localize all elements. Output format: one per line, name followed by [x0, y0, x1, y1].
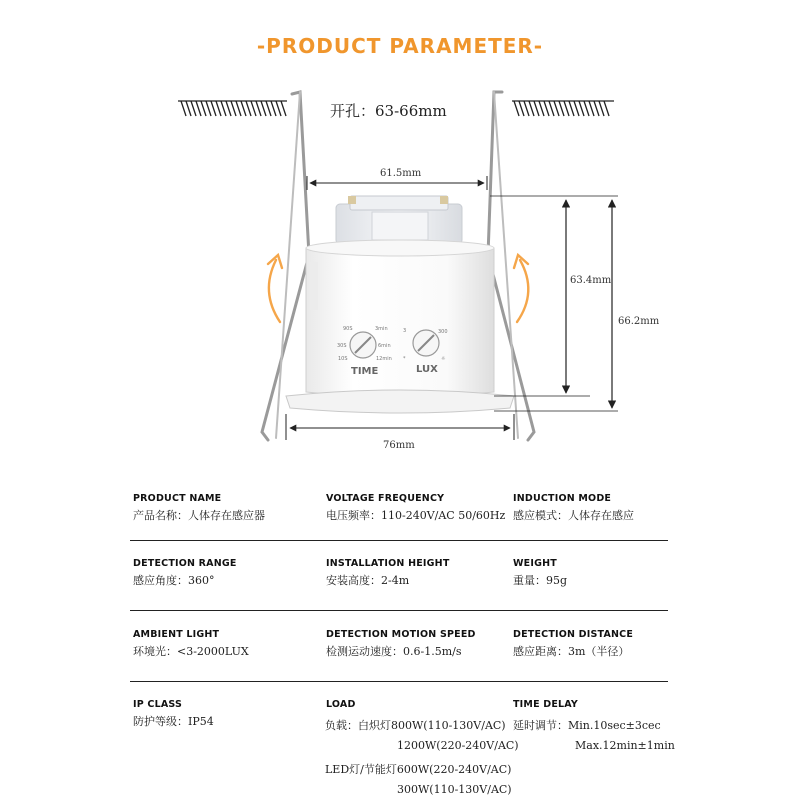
spec-label: INDUCTION MODE [513, 493, 612, 504]
dim-bottom-width [286, 414, 514, 451]
spec-detection-range [133, 558, 237, 586]
spec-load [326, 699, 356, 710]
dim-bottom-width-label: 76mm [383, 440, 415, 451]
ceiling-hatch-right [512, 101, 614, 116]
spec-row-1 [130, 493, 668, 541]
time-tick: 3min [375, 326, 388, 332]
delay-line: Max.12min±1min [575, 739, 675, 752]
spec-label: VOLTAGE FREQUENCY [326, 493, 445, 504]
spec-value: 环境光：<3-2000LUX [133, 645, 249, 658]
spec-value: 电压频率：110-240V/AC 50/60Hz [326, 509, 506, 522]
hole-size-label: 开孔：63-66mm [330, 102, 447, 120]
load-line: 300W(110-130V/AC) [397, 783, 512, 796]
time-knob-label: TIME [351, 366, 379, 377]
load-line: 1200W(220-240V/AC) [397, 739, 519, 752]
spec-induction-mode [513, 493, 634, 521]
spec-label: WEIGHT [513, 558, 557, 569]
spec-installation-height [326, 558, 450, 586]
spec-time-delay [513, 699, 578, 710]
spec-delay-lines [513, 717, 675, 767]
spec-value: 检测运动速度：0.6-1.5m/s [326, 645, 462, 658]
spec-load-lines [325, 717, 525, 797]
spec-label: DETECTION MOTION SPEED [326, 629, 476, 640]
spec-label: LOAD [326, 699, 356, 710]
rotate-arrow-left-icon [268, 255, 282, 322]
spec-label: PRODUCT NAME [133, 493, 222, 504]
spring-clip-right [488, 92, 534, 440]
rotate-arrow-right-icon [514, 255, 528, 322]
lux-tick: 300 [438, 329, 448, 335]
dim-top-width [307, 168, 487, 190]
spec-value: 防护等级：IP54 [133, 715, 214, 728]
spec-label: AMBIENT LIGHT [133, 629, 220, 640]
delay-line: 延时调节：Min.10sec±3cec [513, 719, 661, 732]
lux-tick: ☼ [441, 356, 446, 362]
spec-ip-class [133, 699, 214, 727]
spec-label: DETECTION DISTANCE [513, 629, 634, 640]
time-tick: 30S [337, 343, 347, 349]
spec-label: IP CLASS [133, 699, 183, 710]
spring-clip-left [262, 92, 309, 440]
spec-value: 重量：95g [513, 574, 568, 587]
sensor-top-cap [336, 196, 462, 244]
ceiling-hatch-left [178, 101, 287, 116]
spec-value: 产品名称：人体存在感应器 [133, 509, 265, 522]
spec-value: 感应距离：3m（半径） [513, 645, 630, 658]
spec-label: INSTALLATION HEIGHT [326, 558, 450, 569]
spec-value: 感应模式：人体存在感应 [513, 509, 634, 522]
time-tick: 90S [343, 326, 353, 332]
spec-row-2 [130, 558, 668, 611]
spec-ambient-light [133, 629, 249, 657]
page-title: -PRODUCT PARAMETER- [256, 34, 544, 58]
spec-product-name [133, 493, 265, 521]
lux-knob-label: LUX [416, 364, 438, 375]
spec-voltage [326, 493, 505, 521]
spec-value: 安装高度：2-4m [326, 574, 410, 587]
spec-row-3 [130, 629, 668, 682]
load-line: 负载：白炽灯800W(110-130V/AC) [325, 719, 506, 732]
time-tick: 10S [338, 356, 348, 362]
spec-label: DETECTION RANGE [133, 558, 237, 569]
load-line: LED灯/节能灯600W(220-240V/AC) [325, 763, 512, 776]
time-tick: 12min [376, 356, 392, 362]
lux-tick: * [403, 356, 406, 362]
spec-detection-distance [513, 629, 633, 657]
spec-weight [513, 558, 567, 586]
spec-motion-speed [326, 629, 476, 657]
dim-outer-height-label: 66.2mm [618, 316, 660, 327]
sensor-body [286, 240, 514, 413]
dim-inner-height-label: 63.4mm [570, 275, 612, 286]
dim-heights [490, 196, 660, 411]
spec-label: TIME DELAY [513, 699, 579, 710]
lux-tick: 3 [403, 328, 407, 334]
spec-row-4 [130, 699, 675, 799]
dim-top-width-label: 61.5mm [380, 168, 422, 179]
spec-value: 感应角度：360° [133, 574, 215, 587]
time-tick: 6min [378, 343, 391, 349]
